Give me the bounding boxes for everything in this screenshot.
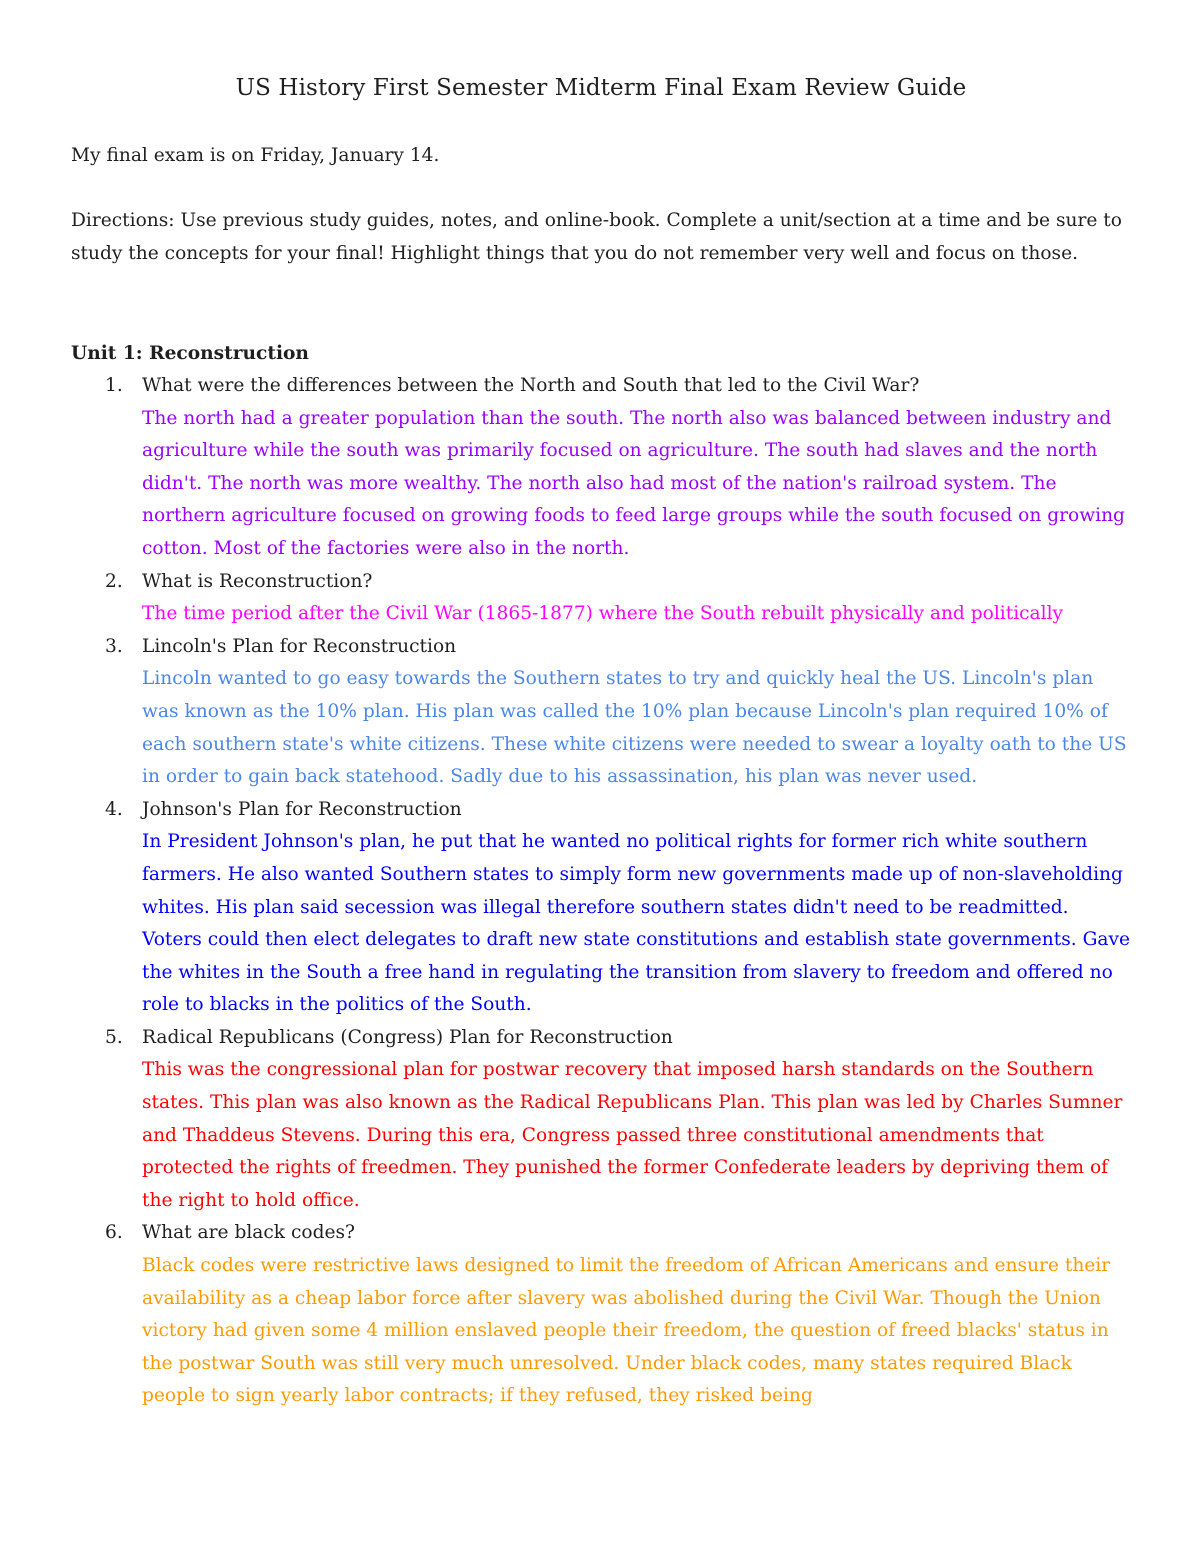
question-number: 5. <box>105 1026 123 1048</box>
answer-text: The north had a greater population than the south. The north also was balanced between industry and agriculture while the south was primarily focused on agriculture. The south had slaves and the north didn't. The north was more wealthy. The north also had most of the nation's railroad system. The northern agriculture focused on growing foods to feed large groups while the south focused on growing cotton. Most of the factories were also in the north. <box>142 407 1125 559</box>
question-text: What is Reconstruction? <box>142 570 373 592</box>
question-number: 2. <box>105 570 123 592</box>
answer-text: Lincoln wanted to go easy towards the Southern states to try and quickly heal the US. Lincoln's plan was known as the 10% plan. His plan was called the 10% plan because Lincoln's plan required 10% of each southern state's white citizens. These white citizens were needed to swear a loyalty oath to the US in order to gain back statehood. Sadly due to his assassination, his plan was never used. <box>142 668 1127 788</box>
exam-date-note: My final exam is on Friday, January 14. <box>71 145 440 166</box>
question-item-4 <box>71 794 1131 1022</box>
question-text: What were the differences between the North and South that led to the Civil War? <box>142 375 920 396</box>
question-list <box>71 370 1131 1413</box>
answer-text: This was the congressional plan for postwar recovery that imposed harsh standards on the Southern states. This plan was also known as the Radical Republicans Plan. This plan was led by Charles Sumner and Thaddeus Stevens. During this era, Congress passed three constitutional amendments that protected the rights of freedmen. They punished the former Confederate leaders by depriving them of the right to hold office. <box>142 1059 1123 1211</box>
question-item-3 <box>71 631 1131 794</box>
question-text: Radical Republicans (Congress) Plan for Reconstruction <box>142 1026 673 1048</box>
question-number: 6. <box>105 1222 123 1244</box>
question-text: What are black codes? <box>142 1222 355 1244</box>
unit-heading: Unit 1: Reconstruction <box>71 343 309 364</box>
answer-text: Black codes were restrictive laws designed to limit the freedom of African Americans and ensure their availability as a cheap labor force after slavery was abolished during the Civil War. Though the Union victory had given some 4 million enslaved people their freedom, the question of freed blacks' status in the postwar South was still very much unresolved. Under black codes, many states required Black people to sign yearly labor contracts; if they refused, they risked being <box>142 1255 1111 1407</box>
directions-paragraph: Directions: Use previous study guides, notes, and online-book. Complete a unit/section at a time and be sure to study the concepts for your final! Highlight things that you do not remember very well and focus on those. <box>71 210 1122 264</box>
question-number: 3. <box>105 635 123 657</box>
answer-text: The time period after the Civil War (1865-1877) where the South rebuilt physically and politically <box>142 603 1064 625</box>
question-item-2 <box>71 566 1131 631</box>
question-item-5 <box>71 1022 1131 1218</box>
question-text: Lincoln's Plan for Reconstruction <box>142 635 457 657</box>
question-number: 4. <box>105 798 123 820</box>
question-item-6 <box>71 1217 1131 1413</box>
document-title: US History First Semester Midterm Final Exam Review Guide <box>235 75 967 101</box>
question-item-1 <box>71 370 1131 566</box>
question-number: 1. <box>105 375 123 396</box>
answer-text: In President Johnson's plan, he put that he wanted no political rights for former rich white southern farmers. He also wanted Southern states to simply form new governments made up of non-slaveholding whites. His plan said secession was illegal therefore southern states didn't need to be readmitted. Voters could then elect delegates to draft new state constitutions and establish state governments. Gave the whites in the South a free hand in regulating the transition from slavery to freedom and offered no role to blacks in the politics of the South. <box>142 831 1131 1016</box>
question-text: Johnson's Plan for Reconstruction <box>142 798 462 820</box>
